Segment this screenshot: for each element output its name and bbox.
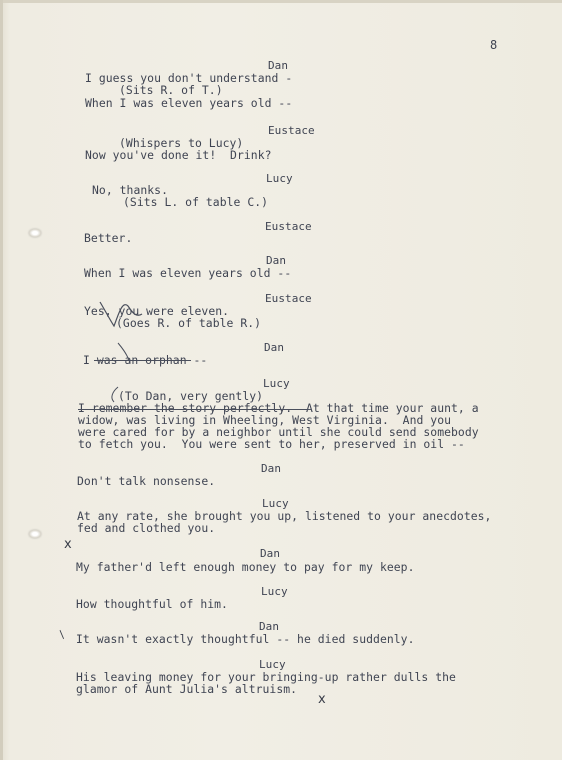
speaker-name: Dan: [261, 462, 282, 475]
strikethrough-line: [94, 360, 191, 361]
punch-hole-lower: [29, 530, 41, 538]
dialogue-line: glamor of Aunt Julia's altruism.: [76, 682, 298, 696]
paper-top-edge: [0, 0, 562, 3]
speaker-name: Lucy: [261, 585, 288, 598]
paper-left-edge: [0, 0, 3, 760]
dialogue-line: My father'd left enough money to pay for my keep.: [76, 560, 415, 574]
dialogue-line: fed and clothed you.: [77, 521, 216, 535]
handwritten-x-mark: x: [64, 537, 72, 552]
dialogue-line: I guess you don't understand -: [85, 71, 293, 85]
dialogue-line: widow, was living in Wheeling, West Virginia. And you: [78, 413, 452, 427]
speaker-name: Dan: [260, 547, 281, 560]
speaker-name: Dan: [268, 59, 289, 72]
dialogue-line: I was an orphan --: [83, 353, 208, 367]
stage-direction: (Sits L. of table C.): [123, 195, 269, 209]
stage-direction: (Whispers to Lucy): [119, 136, 244, 150]
dialogue-line: Better.: [84, 231, 133, 245]
handwritten-x-mark: x: [318, 692, 326, 707]
speaker-name: Eustace: [268, 124, 315, 137]
dialogue-line: were cared for by a neighbor until she could send somebody: [78, 425, 479, 439]
speaker-name: Dan: [264, 341, 285, 354]
page-number: 8: [490, 38, 498, 52]
strikethrough-line: [78, 409, 308, 410]
speaker-name: Dan: [259, 620, 280, 633]
punch-hole-upper: [29, 229, 41, 237]
speaker-name: Eustace: [265, 292, 312, 305]
dialogue-line: I remember the story perfectly. At that time your aunt, a: [78, 401, 479, 415]
handwritten-tick-mark: /: [56, 628, 68, 641]
speaker-name: Lucy: [263, 377, 290, 390]
stage-direction: (Sits R. of T.): [119, 83, 223, 97]
dialogue-line: Now you've done it! Drink?: [85, 148, 272, 162]
speaker-name: Eustace: [265, 220, 312, 233]
stage-direction: (Goes R. of table R.): [116, 316, 262, 330]
dialogue-line: When I was eleven years old --: [84, 266, 292, 280]
speaker-name: Lucy: [262, 497, 289, 510]
dialogue-line: Don't talk nonsense.: [77, 474, 216, 488]
speaker-name: Lucy: [259, 658, 286, 671]
dialogue-line: No, thanks.: [92, 183, 168, 197]
dialogue-line: It wasn't exactly thoughtful -- he died suddenly.: [76, 632, 415, 646]
dialogue-line: to fetch you. You were sent to her, preserved in oil --: [78, 437, 465, 451]
speaker-name: Dan: [266, 254, 287, 267]
speaker-name: Lucy: [266, 172, 293, 185]
dialogue-line: How thoughtful of him.: [76, 597, 228, 611]
stage-direction: (To Dan, very gently): [118, 389, 264, 403]
dialogue-line: When I was eleven years old --: [85, 96, 293, 110]
dialogue-line: His leaving money for your bringing-up rather dulls the: [76, 670, 456, 684]
dialogue-line: Yes, you were eleven.: [84, 304, 230, 318]
dialogue-line: At any rate, she brought you up, listened to your anecdotes,: [77, 509, 492, 523]
